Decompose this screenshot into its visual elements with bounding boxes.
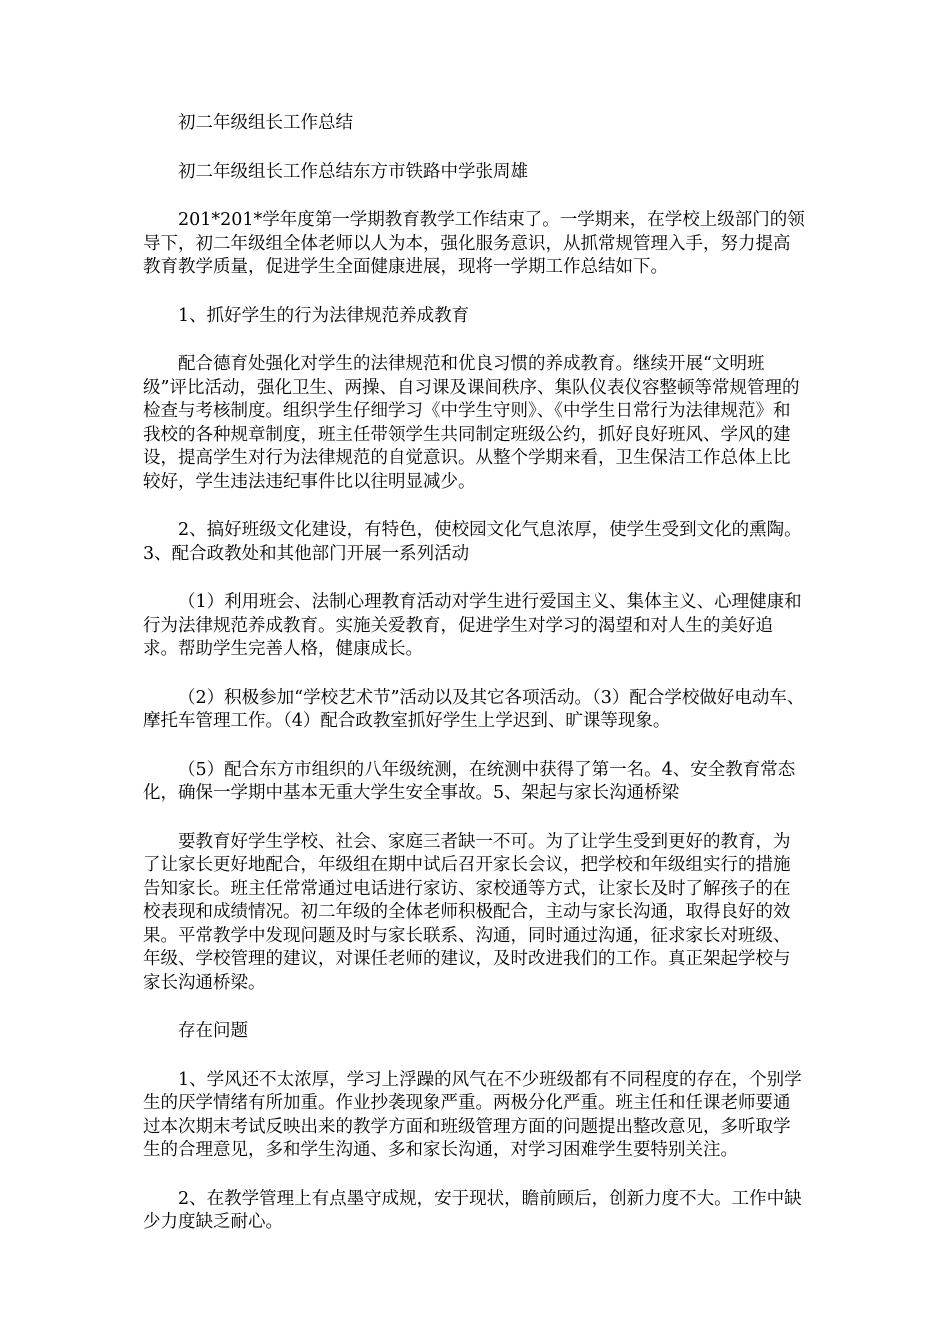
paragraph-problem-2: 2、在教学管理上有点墨守成规，安于现状，瞻前顾后，创新力度不大。工作中缺少力度缺乏耐心。 [143,1188,802,1232]
paragraph-intro: 201*201*学年度第一学期教育教学工作结束了。一学期来，在学校上级部门的领导下，初二年级组全体老师以人为本，强化服务意识，从抓常规管理入手，努力提高教育教学质量，促进学生全面健康进展，现将一学期工作总结如下。 [143,210,805,277]
section-heading-2-3: 2、搞好班级文化建设，有特色，使校园文化气息浓厚，使学生受到文化的熏陶。3、配合政教处和其他部门开展一系列活动 [143,520,802,564]
paragraph-section-1: 配合德育处强化对学生的法律规范和优良习惯的养成教育。继续开展“文明班级”评比活动，强化卫生、两操、自习课及课间秩序、集队仪表仪容整顿等常规管理的检查与考核制度。组织学生仔细学习《中学生守则》、《中学生日常行为法律规范》和我校的各种规章制度，班主任带领学生共同制定班级公约，抓好良好班风、学风的建设，提高学生对行为法律规范的自觉意识。从整个学期来看，卫生保洁工作总体上比较好，学生违法违纪事件比以往明显减少。 [143,354,800,492]
paragraph-item-1: （1）利用班会、法制心理教育活动对学生进行爱国主义、集体主义、心理健康和行为法律规范养成教育。实施关爱教育，促进学生对学习的渴望和对人生的美好追求。帮助学生完善人格，健康成长。 [143,592,802,659]
section-heading-problems: 存在问题 [178,1021,248,1041]
paragraph-item-5: （5）配合东方市组织的八年级统测，在统测中获得了第一名。4、安全教育常态化，确保一学期中基本无重大学生安全事故。5、架起与家长沟通桥梁 [143,759,796,803]
section-heading-1: 1、抓好学生的行为法律规范养成教育 [178,305,470,326]
paragraph-problem-1: 1、学风还不太浓厚，学习上浮躁的风气在不少班级都有不同程度的存在，个别学生的厌学情绪有所加重。作业抄袭现象严重。两极分化严重。班主任和任课老师要通过本次期末考试反映出来的教学方面和班级管理方面的问题提出整改意见，多听取学生的合理意见，多和学生沟通、多和家长沟通，对学习困难学生要特别关注。 [143,1069,802,1160]
document-subtitle: 初二年级组长工作总结东方市铁路中学张周雄 [178,161,528,182]
paragraph-items-2-4: （2）积极参加“学校艺术节”活动以及其它各项活动。（3）配合学校做好电动车、摩托车管理工作。（4）配合政教室抓好学生上学迟到、旷课等现象。 [143,687,805,731]
paragraph-parent-communication: 要教育好学生学校、社会、家庭三者缺一不可。为了让学生受到更好的教育，为了让家长更好地配合，年级组在期中试后召开家长会议，把学校和年级组实行的措施告知家长。班主任常常通过电话进行家访、家校通等方式，让家长及时了解孩子的在校表现和成绩情况。初二年级的全体老师积极配合，主动与家长沟通，取得良好的效果。平常教学中发现问题及时与家长联系、沟通，同时通过沟通，征求家长对班级、年级、学校管理的建议，对课任老师的建议，及时改进我们的工作。真正架起学校与家长沟通桥梁。 [143,831,791,993]
document-body [143,112,807,1260]
document-title: 初二年级组长工作总结 [178,113,353,133]
